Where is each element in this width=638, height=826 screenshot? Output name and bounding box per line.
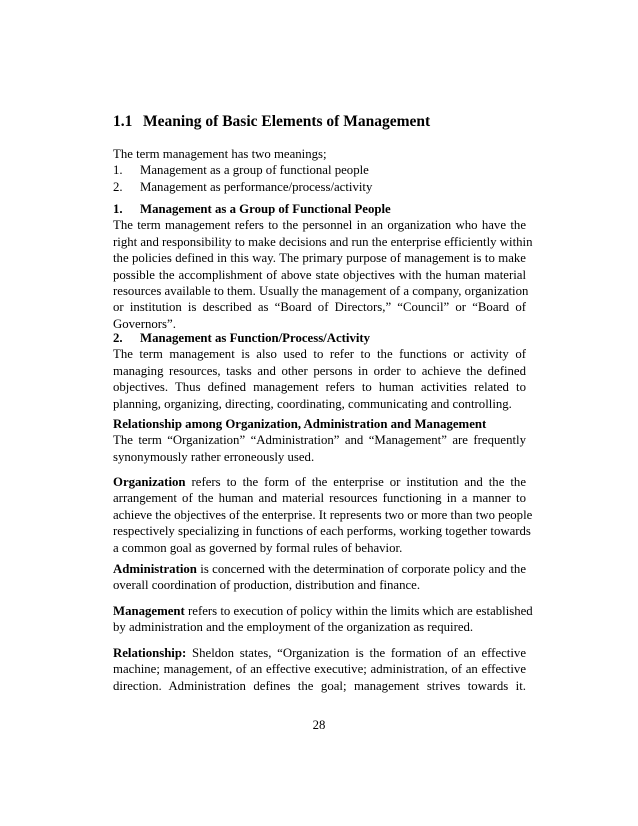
paragraph-line: Relationship: Sheldon states, “Organization is the formation of an effective	[113, 646, 526, 660]
paragraph-line: overall coordination of production, distribution and finance.	[113, 578, 421, 593]
paragraph-line: machine; management, of an effective executive; administration, of an effective	[113, 662, 526, 677]
paragraph-line: Governors”.	[113, 316, 176, 331]
paragraph-line: direction. Administration defines the goal; management strives towards it.	[113, 678, 526, 693]
paragraph-line: managing resources, tasks and other persons in order to achieve the defined	[113, 363, 526, 378]
subheading: 1. Management as a Group of Functional People	[113, 202, 391, 216]
paragraph-line: resources available to them. Usually the management of a company, organization	[113, 283, 529, 298]
section-number: 1.1	[113, 113, 133, 130]
paragraph-organization	[113, 474, 533, 556]
paragraph-line: The term management refers to the personnel in an organization who have the	[113, 218, 526, 233]
section-title: Meaning of Basic Elements of Management	[143, 113, 431, 130]
subheading: Relationship among Organization, Administration and Management	[113, 417, 487, 431]
paragraph-line: The term “Organization” “Administration” and “Management” are frequently	[113, 433, 526, 448]
paragraph-line: by administration and the employment of the organization as required.	[113, 620, 474, 635]
paragraph-line: synonymously rather erroneously used.	[113, 449, 315, 464]
list-item: 2. Management as performance/process/activity	[113, 179, 373, 194]
section-functional-people	[113, 201, 533, 332]
paragraph-line: a common goal as governed by formal rules of behavior.	[113, 540, 403, 555]
page-number: 28	[312, 718, 326, 732]
paragraph-line: The term management is also used to refer to the functions or activity of	[113, 347, 526, 362]
intro-text: The term management has two meanings;	[113, 147, 327, 161]
paragraph-line: or institution is described as “Board of Directors,” “Council” or “Board of	[113, 300, 526, 315]
paragraph-line: achieve the objectives of the enterprise. It represents two or more than two people	[113, 507, 533, 522]
paragraph-line: Administration is concerned with the determination of corporate policy and the	[113, 562, 527, 576]
section-heading	[113, 113, 430, 131]
intro-block	[113, 146, 526, 195]
list-item: 1. Management as a group of functional people	[113, 163, 369, 178]
paragraph-line: Organization refers to the form of the enterprise or institution and the the	[113, 475, 526, 489]
paragraph-management	[113, 603, 533, 636]
paragraph-line: objectives. Thus defined management refers to human activities related to	[113, 380, 526, 395]
section-relationship	[113, 416, 526, 465]
paragraph-line: planning, organizing, directing, coordinating, communicating and controlling.	[113, 396, 512, 411]
paragraph-line: arrangement of the human and material resources functioning in a manner to	[113, 491, 526, 506]
paragraph-line: right and responsibility to make decisions and run the enterprise efficiently within	[113, 234, 533, 249]
paragraph-line: possible the accomplishment of above state objectives with the human material	[113, 267, 526, 282]
section-function-process	[113, 330, 526, 412]
paragraph-administration	[113, 561, 526, 594]
paragraph-line: the policies defined in this way. The primary purpose of management is to make	[113, 251, 526, 266]
paragraph-line: Management refers to execution of policy within the limits which are established	[113, 604, 533, 618]
subheading: 2. Management as Function/Process/Activity	[113, 331, 371, 345]
paragraph-line: respectively specializing in functions of each performs, working together towards	[113, 524, 531, 539]
paragraph-relationship	[113, 645, 526, 694]
